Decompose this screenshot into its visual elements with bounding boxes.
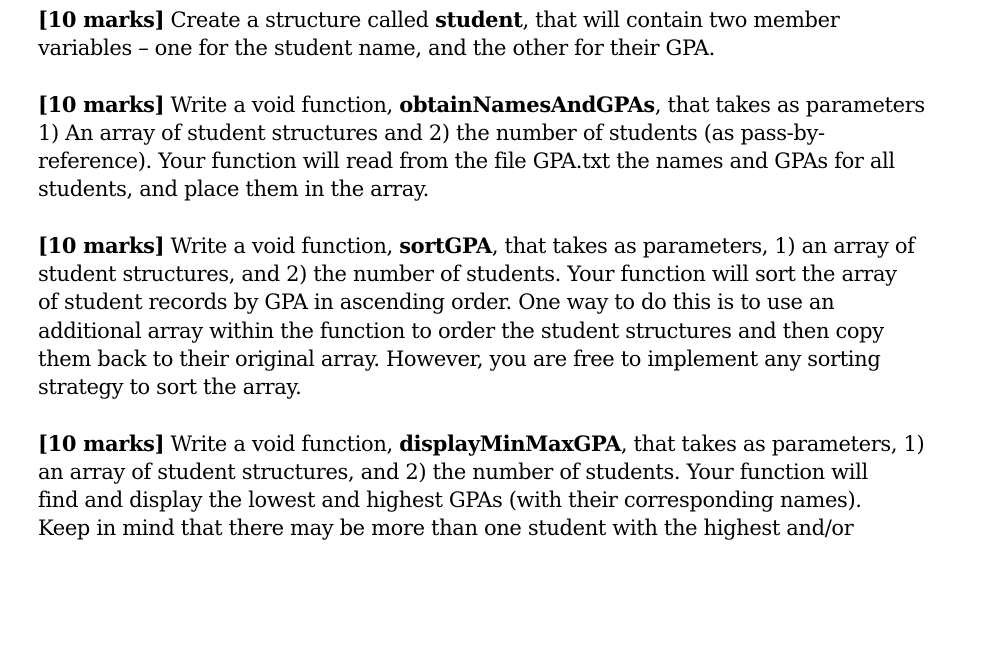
question-text: Write a void function, [164,431,400,456]
question-display-min-max [38,430,968,543]
keyword-student: student [435,7,523,32]
question-text: , that will contain two member variables – one for the student name, and the other for their GPA. [38,8,840,61]
marks-label: [10 marks] [38,232,165,258]
question-text: Create a structure called [164,8,436,32]
assignment-document [38,6,968,571]
question-text: , that takes as parameters, 1) an array of student structures, and 2) the number of students. Your function will find and display the lowest and highest GPAs (with their corresponding names). Keep in mind that there may be more than one student with the highest and/or [38,431,925,541]
question-text: Write a void function, [164,233,400,258]
question-obtain-names [38,91,968,204]
keyword-sortGPA: sortGPA [399,232,492,258]
keyword-displayMinMaxGPA: displayMinMaxGPA [399,430,621,456]
question-text: , that takes as parameters 1) An array of student structures and 2) the number of students (as pass-by- reference). Your function will read from the file GPA.txt the names and GPAs for all students, and place them in the array. [38,92,925,202]
question-text: Write a void function, [164,92,400,117]
keyword-obtainNamesAndGPAs: obtainNamesAndGPAs [399,91,655,117]
marks-label: [10 marks] [38,430,165,456]
marks-label: [10 marks] [38,91,165,117]
marks-label: [10 marks] [38,7,165,32]
question-text: , that takes as parameters, 1) an array of student structures, and 2) the number of students. Your function will sort the array of student records by GPA in ascending order. One way to do this is to use an additional array within the function to order the student structures and then copy them back to their original array. However, you are free to implement any sorting strategy to sort the array. [38,233,915,400]
question-student-struct [38,6,968,63]
question-sort-gpa [38,232,968,402]
